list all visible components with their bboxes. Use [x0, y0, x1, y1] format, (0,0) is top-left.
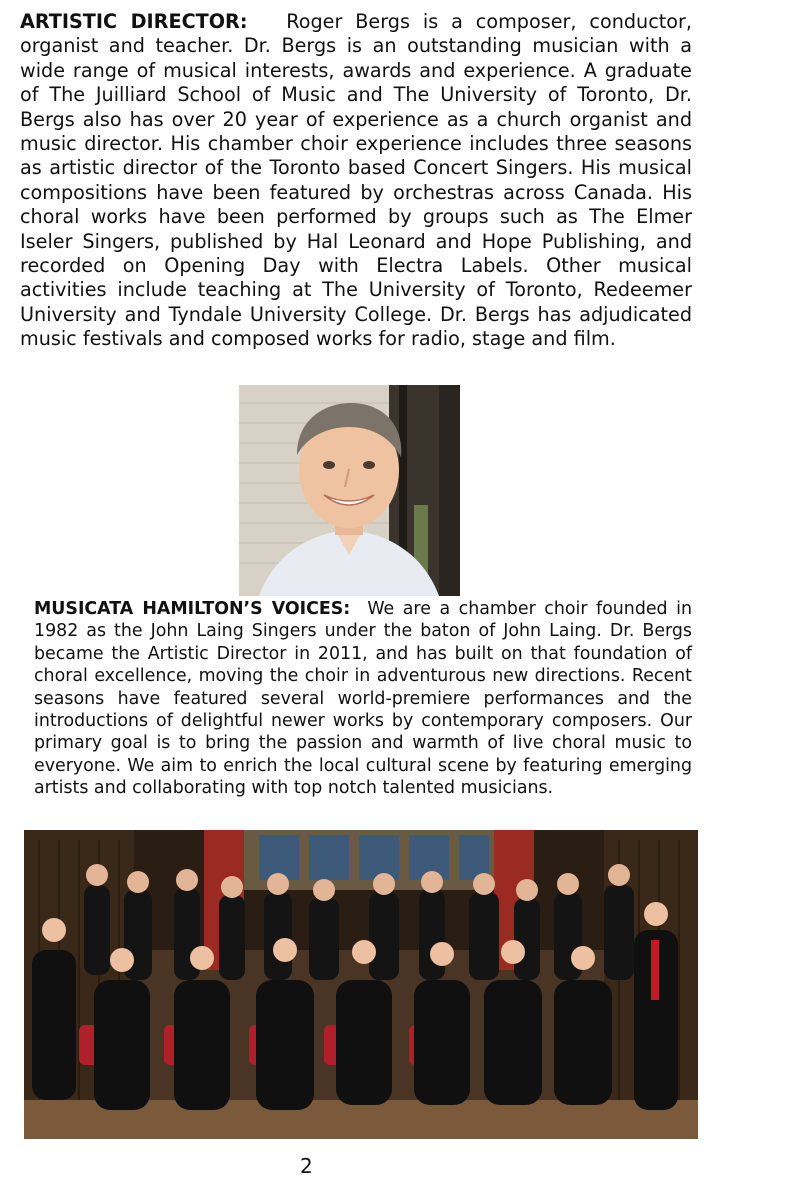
artistic-director-paragraph	[20, 10, 692, 352]
choir-illustration	[24, 830, 698, 1139]
artistic-director-label: ARTISTIC DIRECTOR:	[20, 10, 248, 33]
director-portrait-photo	[239, 385, 460, 596]
portrait-illustration	[239, 385, 460, 596]
artistic-director-text: Roger Bergs is a composer, conductor, organist and teacher. Dr. Bergs is an outstanding musician with a wide range of musical interests, awards and experience. A graduate of The Juilliard School of Music and The University of Toronto, Dr. Bergs also has over 20 year of experience as a church organist and music director. His chamber choir experience includes three seasons as artistic director of the Toronto based Concert Singers. His musical compositions have been featured by orchestras across Canada. His choral works have been performed by groups such as The Elmer Iseler Singers, published by Hal Leonard and Hope Publishing, and recorded on Opening Day with Electra Labels. Other musical activities include teaching at The University of Toronto, Redeemer University and Tyndale University College. Dr. Bergs has adjudicated music festivals and composed works for radio, stage and film.	[20, 10, 692, 351]
choir-voices-paragraph	[34, 598, 692, 800]
choir-voices-text: We are a chamber choir founded in 1982 as the John Laing Singers under the baton of John Laing. Dr. Bergs became the Artistic Director in 2011, and has built on that foundation of choral excellence, moving the choir in adventurous new directions. Recent seasons have featured several world-premiere performances and the introductions of delightful newer works by contemporary composers. Our primary goal is to bring the passion and warmth of live choral music to everyone. We aim to enrich the local cultural scene by featuring emerging artists and collaborating with top notch talented musicians.	[34, 599, 692, 799]
choir-voices-label: MUSICATA HAMILTON’S VOICES:	[34, 599, 351, 619]
page-number: 2	[300, 1154, 313, 1178]
choir-group-photo	[24, 830, 698, 1139]
